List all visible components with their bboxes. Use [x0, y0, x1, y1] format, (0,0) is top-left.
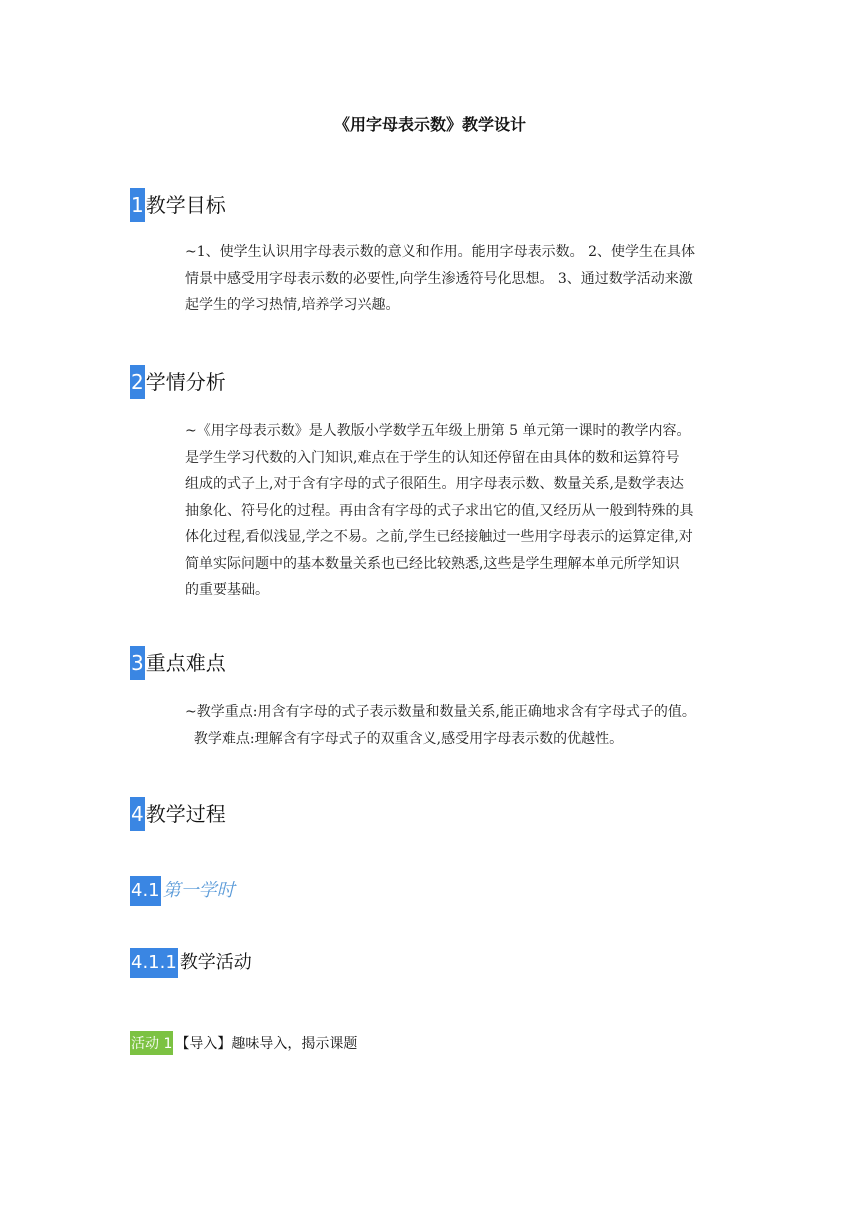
text-line: 体化过程,看似浅显,学之不易。之前,学生已经接触过一些用字母表示的运算定律,对 — [185, 529, 693, 545]
text-line: 组成的式子上,对于含有字母的式子很陌生。用字母表示数、数量关系,是数学表达 — [185, 476, 684, 492]
activity-line — [130, 1031, 357, 1055]
text-line: 是学生学习代数的入门知识,难点在于学生的认知还停留在由具体的数和运算符号 — [185, 449, 680, 466]
text-line: ~教学重点:用含有字母的式子表示数量和数量关系,能正确地求含有字母式子的值。 — [185, 704, 696, 720]
section-heading-3 — [130, 646, 226, 680]
section-heading-1 — [130, 188, 226, 222]
section-title: 重点难点 — [145, 651, 226, 675]
section-heading-4 — [130, 797, 226, 831]
section-body-2 — [185, 418, 733, 604]
section-number: 1 — [130, 188, 145, 222]
text-line: ~《用字母表示数》是人教版小学数学五年级上册第 5 单元第一课时的教学内容。 — [185, 423, 691, 439]
text-line: 起学生的学习热情,培养学习兴趣。 — [185, 297, 400, 313]
section-heading-2 — [130, 365, 226, 399]
text-line: ~1、使学生认识用字母表示数的意义和作用。能用字母表示数。 2、使学生在具体 — [185, 244, 695, 260]
section-number: 3 — [130, 646, 145, 680]
text-line: 教学难点:理解含有字母式子的双重含义,感受用字母表示数的优越性。 — [185, 730, 624, 747]
subsection-number: 4.1 — [130, 876, 161, 906]
page-title: 《用字母表示数》教学设计 — [333, 115, 526, 134]
section-body-3 — [185, 699, 733, 752]
text-line: 情景中感受用字母表示数的必要性,向学生渗透符号化思想。 3、通过数学活动来激 — [185, 270, 693, 287]
section-title: 教学目标 — [145, 193, 226, 217]
section-number: 2 — [130, 365, 145, 399]
section-number: 4 — [130, 797, 145, 831]
section-title: 学情分析 — [145, 370, 226, 394]
subsubsection-number: 4.1.1 — [130, 948, 178, 978]
subsection-title: 第一学时 — [162, 880, 235, 901]
activity-text: 【导入】趣味导入，揭示课题 — [175, 1036, 358, 1052]
text-line: 的重要基础。 — [185, 582, 269, 598]
subsubsection-title: 教学活动 — [179, 952, 252, 973]
text-line: 简单实际问题中的基本数量关系也已经比较熟悉,这些是学生理解本单元所学知识 — [185, 555, 680, 572]
section-body-1 — [185, 239, 733, 319]
text-line: 抽象化、符号化的过程。再由含有字母的式子求出它的值,又经历从一般到特殊的具 — [185, 502, 694, 519]
subsubsection-heading — [130, 948, 252, 978]
activity-badge: 活动 1 — [130, 1031, 173, 1055]
subsection-heading — [130, 876, 235, 906]
section-title: 教学过程 — [145, 802, 226, 826]
